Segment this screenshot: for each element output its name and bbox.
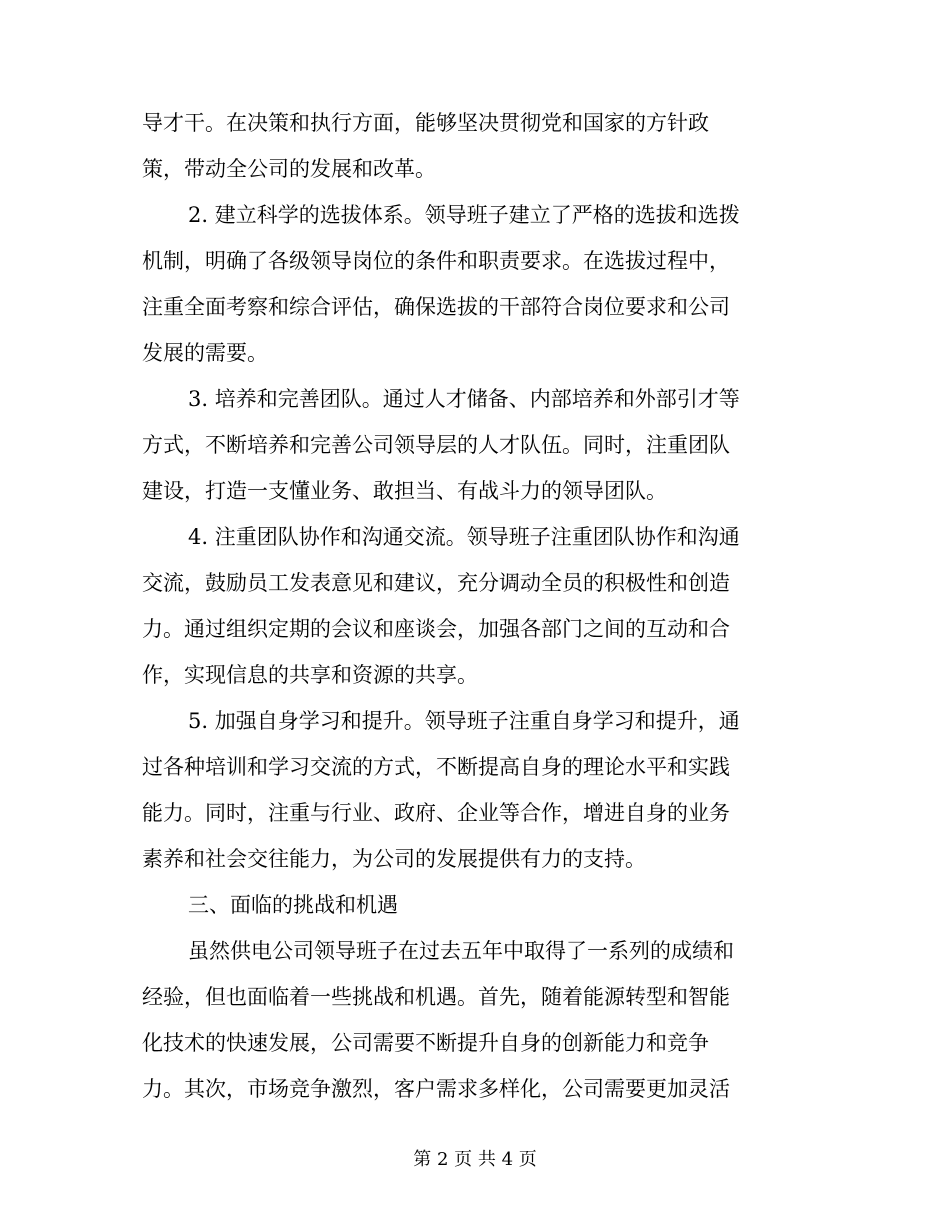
- list-item-2: 2. 建立科学的选拔体系。领导班子建立了严格的选拔和选拨: [188, 203, 740, 227]
- section-heading: 三、面临的挑战和机遇: [188, 893, 398, 917]
- body-line: 化技术的快速发展，公司需要不断提升自身的创新能力和竞争: [142, 1031, 709, 1055]
- body-line: 作，实现信息的共享和资源的共享。: [142, 663, 478, 687]
- body-line: 策，带动全公司的发展和改革。: [142, 157, 436, 181]
- body-line: 力。通过组织定期的会议和座谈会，加强各部门之间的互动和合: [142, 617, 730, 641]
- paragraph-start: 虽然供电公司领导班子在过去五年中取得了一系列的成绩和: [188, 939, 734, 963]
- list-item-5: 5. 加强自身学习和提升。领导班子注重自身学习和提升，通: [188, 709, 740, 733]
- body-line: 导才干。在决策和执行方面，能够坚决贯彻党和国家的方针政: [142, 111, 709, 135]
- body-line: 发展的需要。: [142, 341, 268, 365]
- body-line: 素养和社会交往能力，为公司的发展提供有力的支持。: [142, 847, 646, 871]
- page-number-footer: 第 2 页 共 4 页: [413, 1149, 537, 1170]
- body-line: 能力。同时，注重与行业、政府、企业等合作，增进自身的业务: [142, 801, 730, 825]
- body-line: 注重全面考察和综合评估，确保选拔的干部符合岗位要求和公司: [142, 295, 730, 319]
- list-item-4: 4. 注重团队协作和沟通交流。领导班子注重团队协作和沟通: [188, 525, 740, 549]
- body-line: 建设，打造一支懂业务、敢担当、有战斗力的领导团队。: [142, 479, 667, 503]
- body-line: 交流，鼓励员工发表意见和建议，充分调动全员的积极性和创造: [142, 571, 730, 595]
- body-line: 机制，明确了各级领导岗位的条件和职责要求。在选拔过程中，: [142, 249, 730, 273]
- body-line: 力。其次，市场竞争激烈，客户需求多样化，公司需要更加灵活: [142, 1077, 730, 1101]
- list-item-3: 3. 培养和完善团队。通过人才储备、内部培养和外部引才等: [188, 387, 740, 411]
- body-line: 经验，但也面临着一些挑战和机遇。首先，随着能源转型和智能: [142, 985, 730, 1009]
- body-line: 过各种培训和学习交流的方式，不断提高自身的理论水平和实践: [142, 755, 730, 779]
- body-line: 方式，不断培养和完善公司领导层的人才队伍。同时，注重团队: [142, 433, 730, 457]
